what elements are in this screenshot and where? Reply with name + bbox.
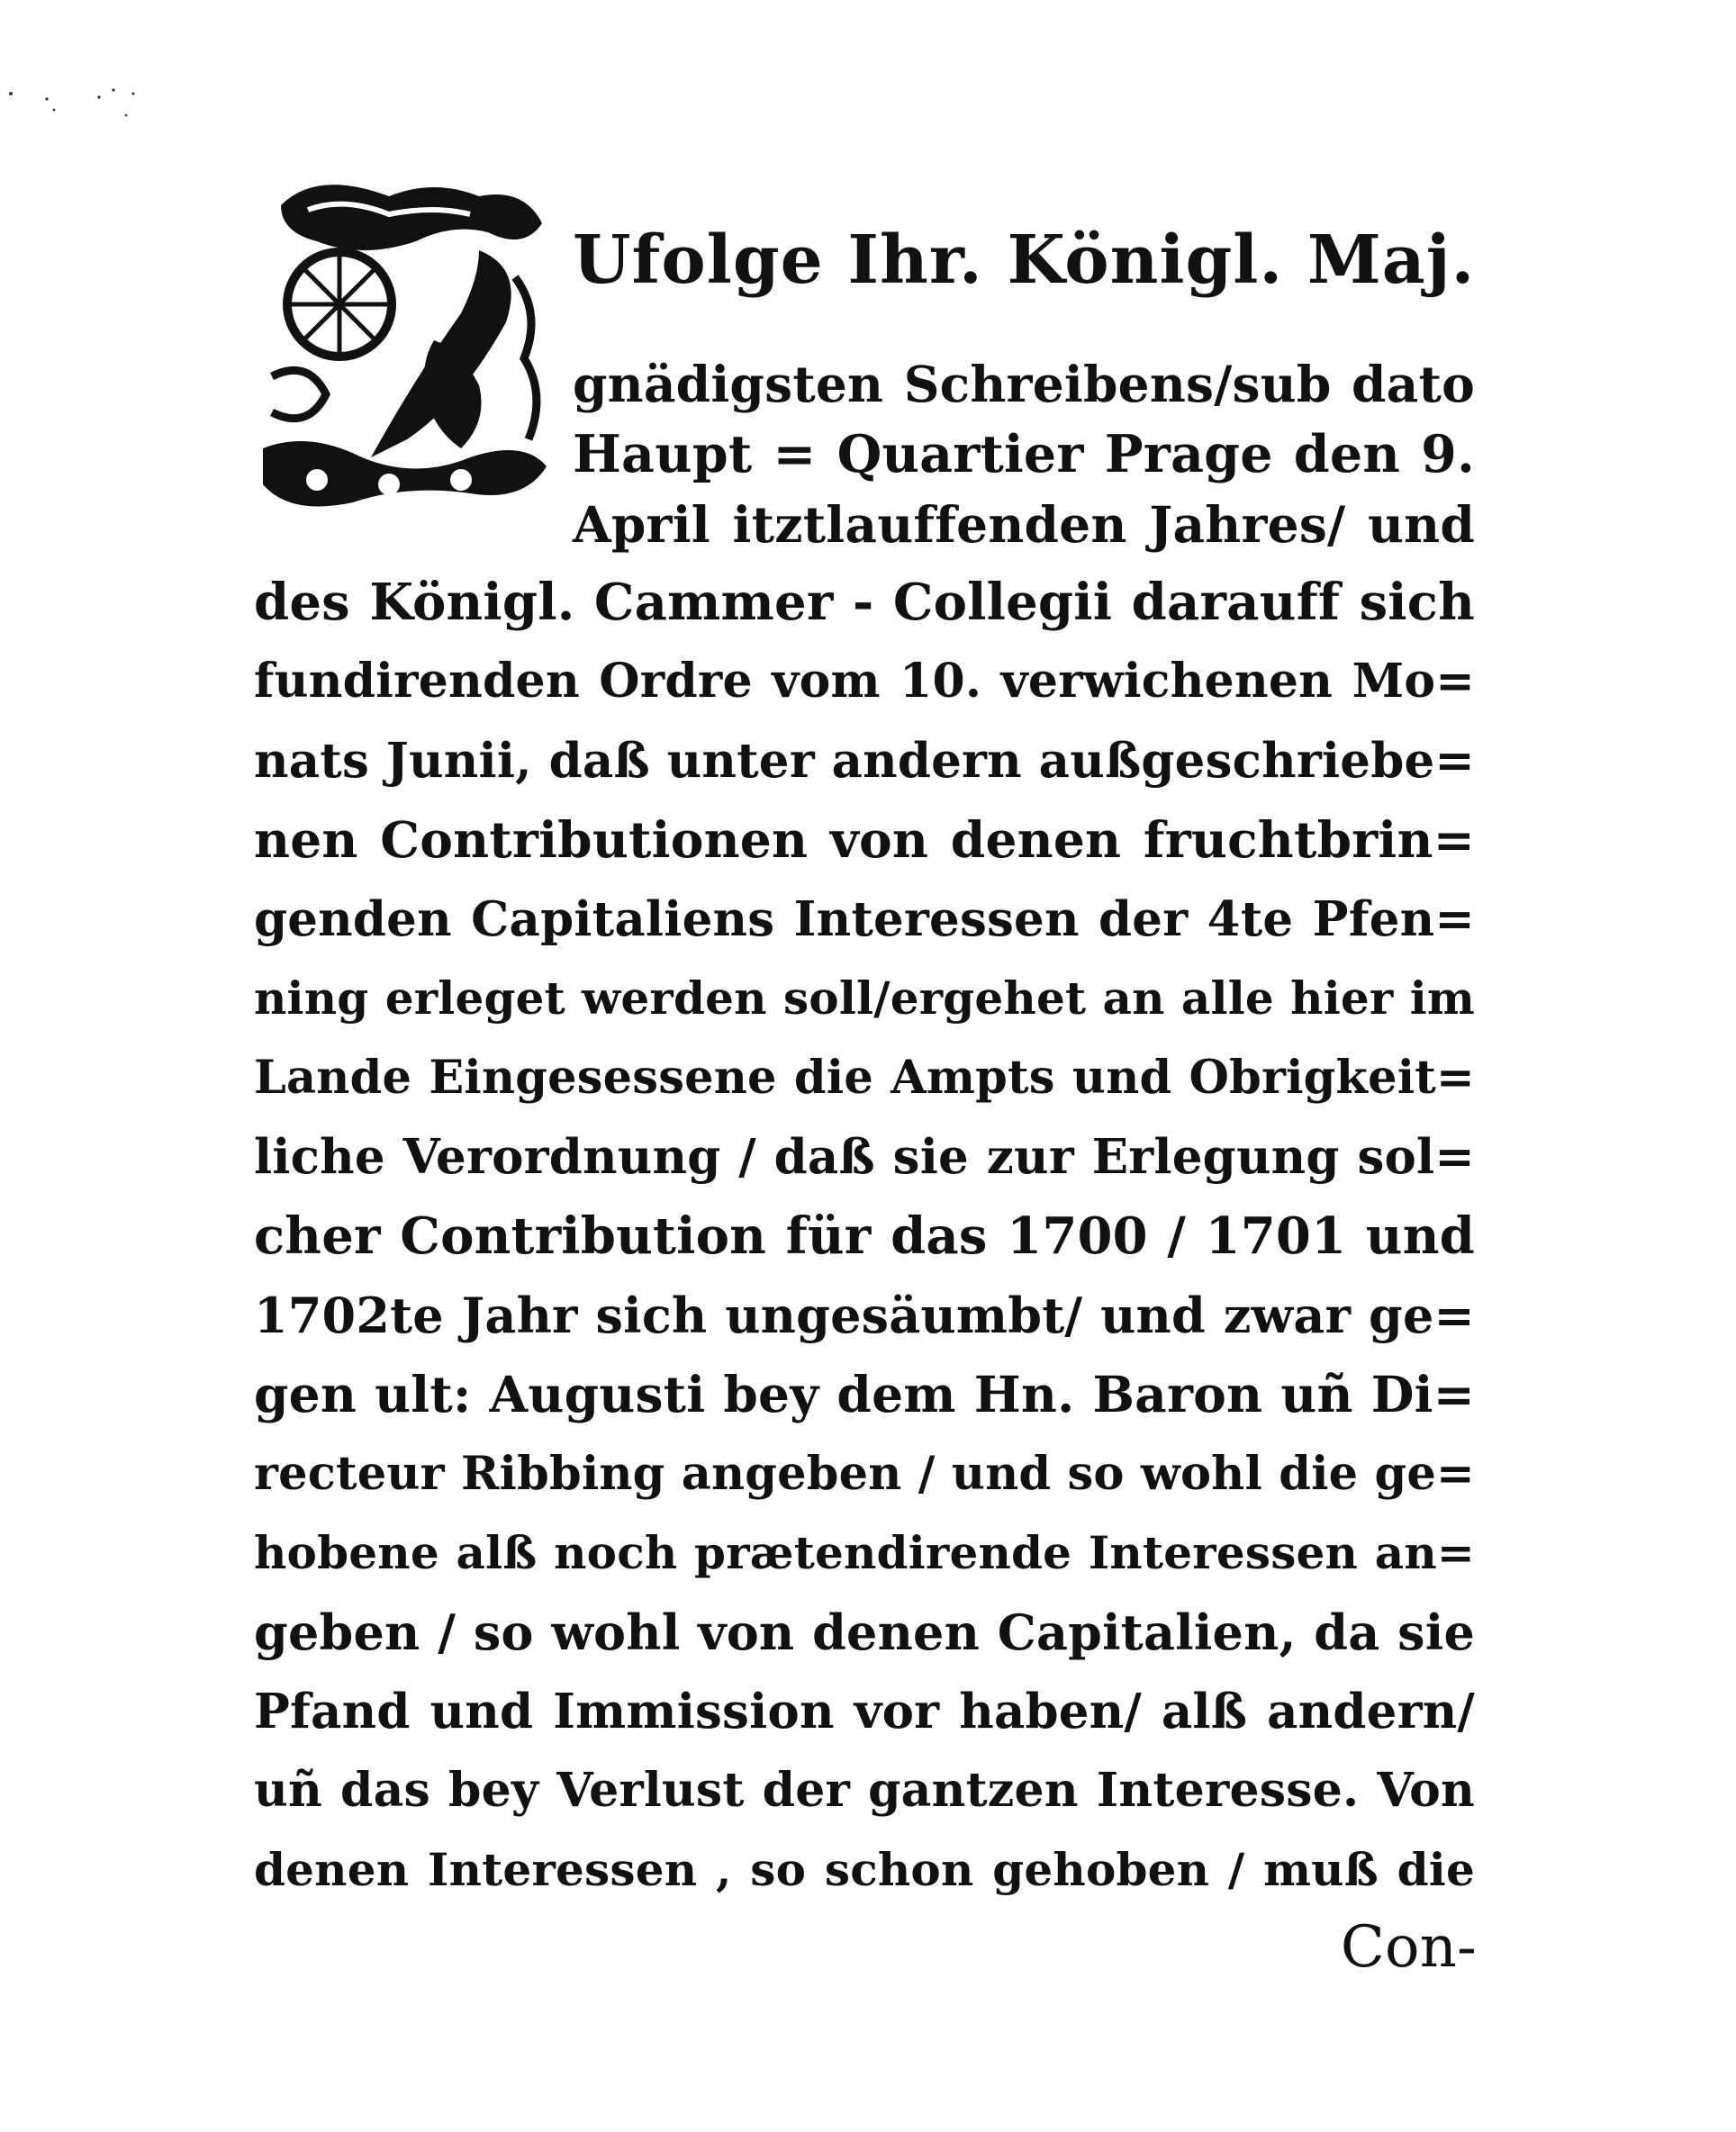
text-line-7: nats Junii, daß unter andern außgeschriebe= xyxy=(254,733,1475,789)
text-line-8: nen Contributionen von denen fruchtbrin= xyxy=(254,810,1475,869)
text-line-9: genden Capitaliens Interessen der 4te Pfen= xyxy=(254,891,1475,947)
text-line-4: April itztlauffenden Jahres/ und xyxy=(573,495,1475,554)
text-line-13: cher Contribution für das 1700 / 1701 und xyxy=(254,1206,1475,1266)
text-line-5: des Königl. Cammer - Collegii darauff sich xyxy=(254,573,1475,632)
text-line-18: geben / so wohl von denen Capitalien, da sie xyxy=(254,1604,1475,1661)
margin-specks xyxy=(0,81,162,135)
text-line-20: uñ das bey Verlust der gantzen Interesse. Von xyxy=(254,1763,1475,1818)
text-line-14: 1702te Jahr sich ungesäumbt/ und zwar ge= xyxy=(254,1287,1475,1344)
text-line-17: hobene alß noch prætendirende Interessen an= xyxy=(254,1526,1475,1579)
text-line-16: recteur Ribbing angeben / und so wohl die ge= xyxy=(254,1447,1475,1501)
text-line-19: Pfand und Immission vor haben/ alß andern/ xyxy=(254,1684,1475,1739)
text-line-6: fundirenden Ordre vom 10. verwichenen Mo= xyxy=(254,654,1475,709)
text-line-21: denen Interessen , so schon gehoben / muß die xyxy=(254,1843,1475,1896)
text-line-10: ning erleget werden soll/ergehet an alle hier im xyxy=(254,971,1475,1025)
text-line-12: liche Verordnung / daß sie zur Erlegung sol= xyxy=(254,1129,1475,1185)
text-line-15: gen ult: Augusti bey dem Hn. Baron uñ Di= xyxy=(254,1365,1475,1423)
text-line-2: gnädigsten Schreibens/sub dato xyxy=(573,355,1475,413)
text-line-3: Haupt = Quartier Prage den 9. xyxy=(573,424,1475,484)
text-line-11: Lande Eingesessene die Ampts und Obrigkeit= xyxy=(254,1051,1475,1105)
text-line-1: Ufolge Ihr. Königl. Maj. xyxy=(573,221,1476,299)
decorative-initial-z xyxy=(254,169,551,519)
catchword: Con- xyxy=(1340,1914,1477,1981)
